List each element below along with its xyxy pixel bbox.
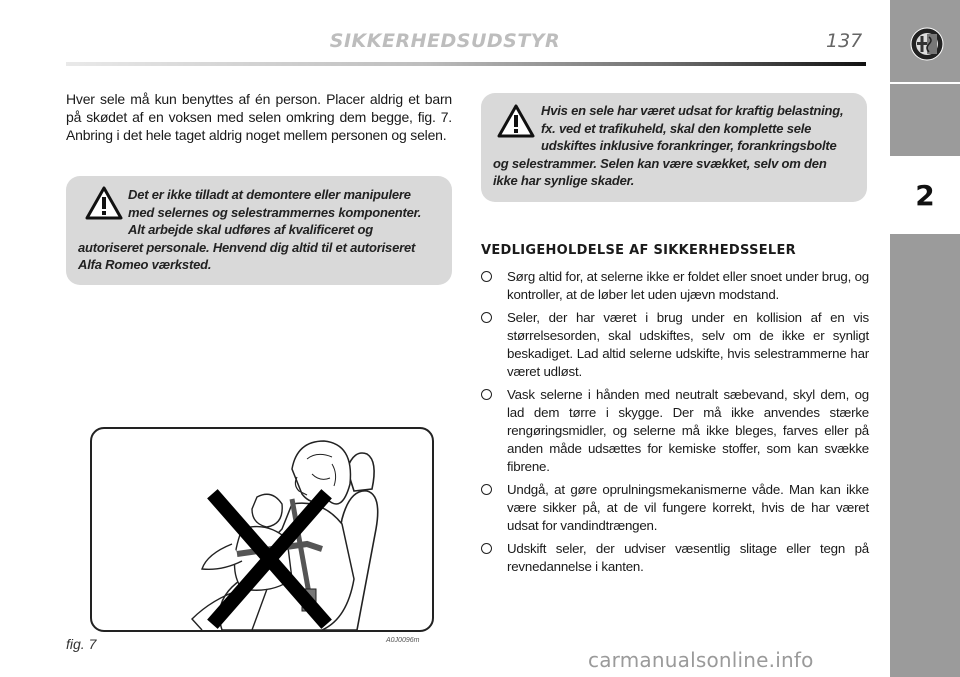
child-on-lap-illustration bbox=[92, 429, 432, 630]
list-item: Udskift seler, der udviser væsentlig slitage eller tegn på revnedannelse i kanten. bbox=[481, 540, 869, 576]
page-header-title: SIKKERHEDSUDSTYR bbox=[329, 30, 561, 52]
page-number: 137 bbox=[826, 30, 863, 52]
side-tab-divider bbox=[890, 82, 960, 84]
warning-box-left bbox=[66, 176, 452, 285]
intro-paragraph: Hver sele må kun benyttes af én person. Placer aldrig et barn på skødet af en voksen med selen omkring dem begge, fig. 7. Anbring i det hele taget aldrig noget mellem personen og selen. bbox=[66, 91, 452, 143]
section-heading: VEDLIGEHOLDELSE AF SIKKERHEDSSELER bbox=[481, 243, 796, 258]
bullet-circle-icon bbox=[481, 484, 492, 495]
warning-text-right: Hvis en sele har været udsat for kraftig belastning, fx. ved et trafikuheld, skal den komplette sele udskiftes inklusive forankringer, forankringsbolte og selestrammer. Selen kan være svækket, selv om den ikke har synlige skader. bbox=[493, 103, 844, 188]
list-item: Undgå, at gøre oprulningsmekanismerne våde. Man kan ikke være sikker på, at de vil fungere korrekt, hvis de har været udsat for vandindtrængen. bbox=[481, 481, 869, 535]
watermark-text: carmanualsonline.info bbox=[588, 648, 814, 672]
list-item: Vask selerne i hånden med neutralt sæbevand, skyl dem, og lad dem tørre i skygge. Der må ikke anvendes stærke rengøringsmidler, og selerne må ikke bleges, farves eller på anden måde udsættes for kemiske stoffer, som kan svække fibrene. bbox=[481, 386, 869, 476]
bullet-circle-icon bbox=[481, 271, 492, 282]
chapter-number: 2 bbox=[890, 156, 960, 234]
figure-caption: fig. 7 bbox=[66, 636, 97, 652]
warning-box-right bbox=[481, 93, 867, 202]
bullet-circle-icon bbox=[481, 389, 492, 400]
figure-illustration bbox=[90, 427, 434, 632]
warning-text-left: Det er ikke tilladt at demontere eller manipulere med selernes og selestrammernes komponenter. Alt arbejde skal udføres af kvalificeret og autoriseret personale. Henvend dig altid til et autoriseret Alfa Romeo værksted. bbox=[78, 187, 422, 272]
alfa-romeo-logo-icon bbox=[910, 27, 944, 61]
bullet-circle-icon bbox=[481, 312, 492, 323]
chapter-side-tab bbox=[890, 0, 960, 677]
list-item: Sørg altid for, at selerne ikke er foldet eller snoet under brug, og kontroller, at de løber let uden ujævn modstand. bbox=[481, 268, 869, 304]
figure-code: A0J0096m bbox=[386, 637, 420, 644]
bullet-circle-icon bbox=[481, 543, 492, 554]
list-item: Seler, der har været i brug under en kollision af en vis størrelsesorden, skal udskiftes, selv om de ikke er synligt beskadiget. Lad altid selerne udskifte, hvis selestrammerne har været udløst. bbox=[481, 309, 869, 381]
header-divider bbox=[66, 62, 866, 66]
maintenance-list bbox=[481, 268, 869, 581]
